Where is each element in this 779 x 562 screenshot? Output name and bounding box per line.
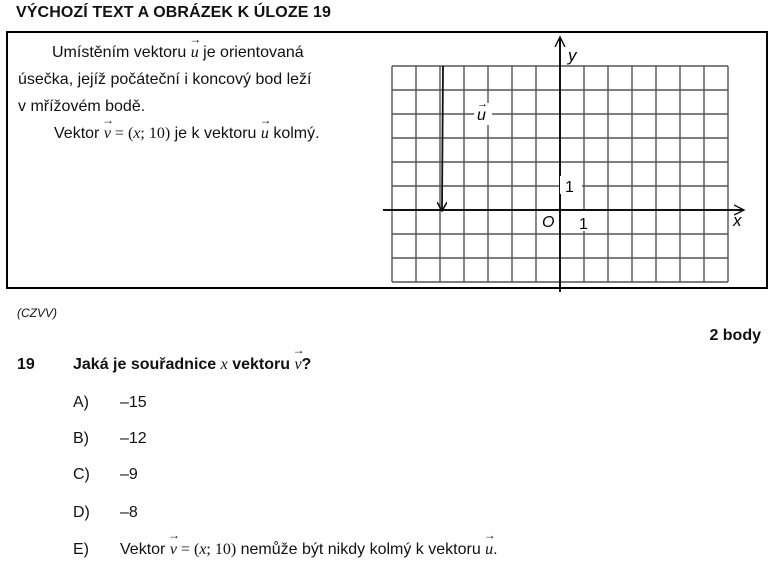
option-e[interactable]: E) Vektor v → = (x; 10) nemůže být nikdy kolmý k vektoru u →. xyxy=(73,541,498,559)
option-d[interactable]: D) –8 xyxy=(73,504,138,521)
option-a[interactable]: A) –15 xyxy=(73,394,147,411)
unit-y-label: 1 xyxy=(565,179,574,196)
vector-v-symbol: v → xyxy=(170,541,177,559)
x-axis-label: x xyxy=(733,211,742,230)
intro-line-1: Umístěním vektoru u → je orientovaná xyxy=(18,39,388,66)
points-label: 2 body xyxy=(709,327,761,344)
intro-line-2: úsečka, jejíž počáteční i koncový bod leží xyxy=(18,71,312,88)
unit-x-label: 1 xyxy=(579,216,588,233)
vector-u-symbol: u → xyxy=(485,541,493,559)
intro-line-3: v mřížovém bodě. xyxy=(18,98,146,115)
option-b[interactable]: B) –12 xyxy=(73,430,147,447)
option-c[interactable]: C) –9 xyxy=(73,466,138,483)
question-text: Jaká je souřadnice x vektoru v →? xyxy=(73,356,311,374)
y-axis-label: y xyxy=(568,46,577,65)
vector-u-symbol: u → xyxy=(191,39,199,66)
section-heading: VÝCHOZÍ TEXT A OBRÁZEK K ÚLOZE 19 xyxy=(16,4,332,21)
svg-text:→: → xyxy=(477,98,488,110)
vector-v-symbol: v → xyxy=(294,356,301,374)
vector-u-arrow xyxy=(442,66,443,210)
source-label: (CZVV) xyxy=(17,306,57,320)
vector-u-label: u xyxy=(477,107,486,124)
question-number: 19 xyxy=(17,356,35,373)
intro-line-4: Vektor v → = (x; 10) je k vektoru u → kolmý. xyxy=(18,120,388,147)
origin-label: O xyxy=(542,214,555,231)
vector-v-symbol: v → xyxy=(104,120,111,147)
vector-u-symbol: u → xyxy=(261,120,269,147)
